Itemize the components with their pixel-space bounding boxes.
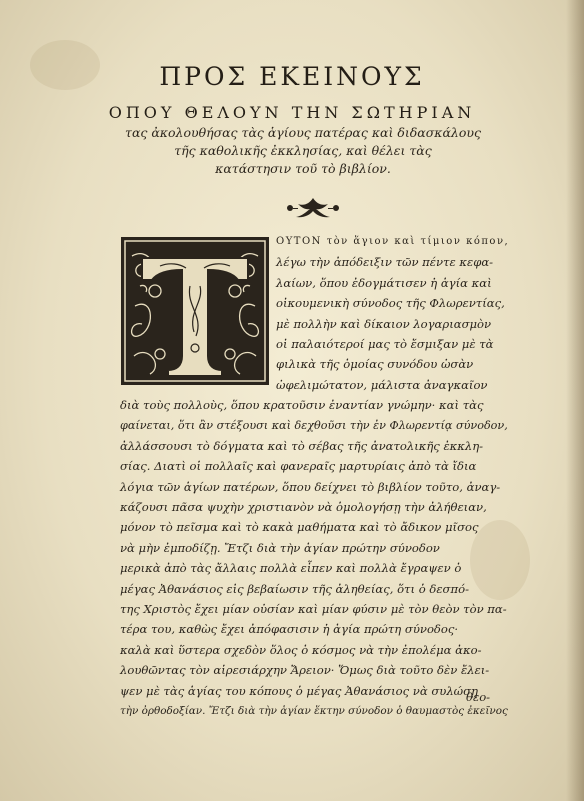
text-line: ἀλλάσσουσι τὸ δόγματα καὶ τὸ σέβας τῆς ἀνατολικῆς ἐκκλη- [120,438,484,453]
text-line: ΟΥΤΟΝ τὸν ἅγιον καὶ τίμιον κόπον, [276,236,510,247]
text-line: ὠφελιμώτατον, μάλιστα ἀναγκαῖον [276,377,488,392]
text-line: μερικὰ ἀπὸ τὰς ἄλλαις πολλὰ εἶπεν καὶ πολλὰ ἔγραψεν ὁ [120,561,462,576]
text-line: της Χριστὸς ἔχει μίαν οὐσίαν καὶ μίαν φύσιν μὲ τὸν θεὸν τὸν πα- [120,602,507,617]
text-line: λουθῶντας τὸν αἱρεσιάρχην Ἄρειον· Ὅμως διὰ τοῦτο δὲν ἔλει- [120,663,490,678]
text-line: τέρα του, καθὼς ἔχει ἀπόφασισιν ἡ ἁγία πρώτη σύνοδος· [120,622,459,637]
intro-text [118,124,488,178]
text-line: μέγας Ἀθανάσιος εἰς βεβαίωσιν τῆς ἀληθείας, ὅτι ὁ δεσπό- [120,581,469,596]
text-line: οἰκουμενικὴ σύνοδος τῆς Φλωρεντίας, [276,296,505,311]
page-subtitle: ΟΠΟΥ ΘΕΛΟΥΝ ΤΗΝ ΣΩΤΗΡΙΑΝ [108,103,476,122]
fleuron-ornament-icon [284,196,342,220]
text-line: μόνον τὸ πεῖσμα καὶ τὸ κακὰ μαθήματα καὶ τὸ ἄδικον μῖσος [120,520,479,535]
text-line: φαίνεται, ὅτι ἂν στέξουσι καὶ δεχθοῦσι τὴν ἐν Φλωρεντίᾳ σύνοδον, [120,418,508,432]
intro-line: τῆς καθολικῆς ἐκκλησίας, καὶ θέλει τὰς [174,143,432,158]
intro-line: κατάστησιν τοῦ τὸ βιβλίον. [215,161,391,176]
text-line: κάζουσι πᾶσα ψυχὴν χριστιανὸν νὰ ὁμολογήσῃ τὴν ἀλήθειαν, [120,500,487,515]
text-line: νὰ μὴν ἐμποδίζῃ. Ἔτζι διὰ τὴν ἁγίαν πρώτην σύνοδον [120,540,440,555]
text-line: λέγω τὴν ἀπόδειξιν τῶν πέντε κεφα- [276,255,494,270]
text-line: ψεν μὲ τὰς ἁγίας του κόπους ὁ μέγας Ἀθανάσιος νὰ συλώσῃ [120,683,478,698]
text-line: σίας. Διατὶ οἱ πολλαῖς καὶ φανεραῖς μαρτυρίαις ἀπὸ τὰ ἴδια [120,459,477,474]
text-line: διὰ τοὺς πολλοὺς, ὅπου κρατοῦσιν ἐναντίαν γνώμην· καὶ τὰς [120,398,484,413]
page-title: ΠΡΟΣ ΕΚΕΙΝΟΥΣ [159,62,425,91]
text-line: μὲ πολλὴν καὶ δίκαιον λογαριασμὸν [276,316,492,331]
text-line: οἱ παλαιότεροί μας τὸ ἔσμιξαν μὲ τὰ [276,336,494,351]
text-line: καλὰ καὶ ὕστερα σχεδὸν ὅλος ὁ κόσμος νὰ τὴν ἐπολέμα ἀκο- [120,642,482,657]
body-text [120,232,510,721]
intro-line: τας ἀκολουθήσας τὰς ἁγίους πατέρας καὶ διδασκάλους [125,125,481,140]
text-line: λόγια τῶν ἁγίων πατέρων, ὅπου δείχνει τὸ βιβλίον τοῦτο, ἀναγ- [120,479,501,494]
text-line: τὴν ὀρθοδοξίαν. Ἔτζι διὰ τὴν ἁγίαν ἕκτην σύνοδον ὁ θαυμαστὸς ἐκεῖνος [120,704,508,717]
catchword: θεο- [466,690,491,704]
text-line: φιλικὰ τῆς ὁμοίας συνόδου ὡσὰν [276,357,474,372]
text-line: λαίων, ὅπου ἐδογμάτισεν ἡ ἁγία καὶ [276,275,492,290]
